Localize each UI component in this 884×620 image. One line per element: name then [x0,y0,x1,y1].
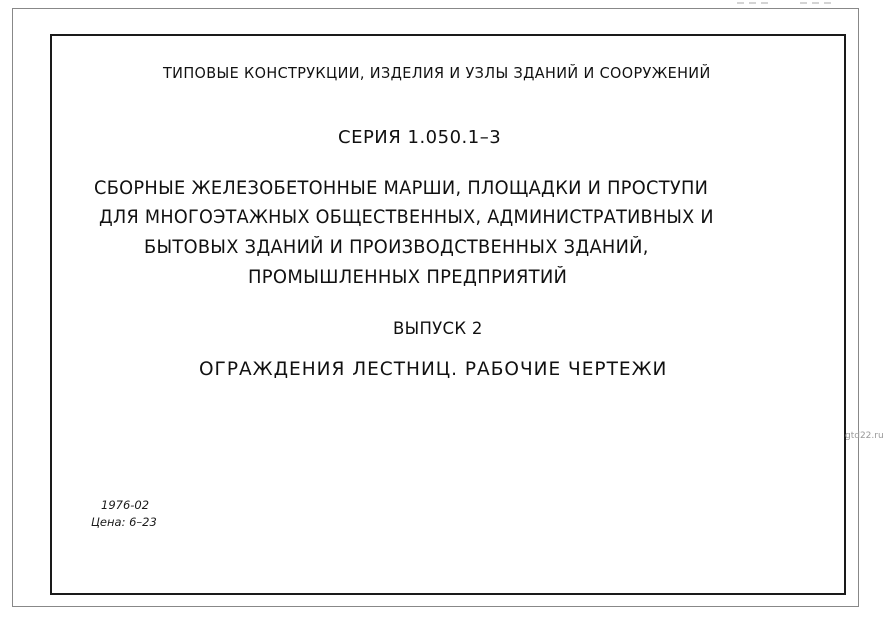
site-watermark: gtd22.ru [845,431,884,441]
series-number: СЕРИЯ 1.050.1–3 [338,127,502,148]
header-text: ТИПОВЫЕ КОНСТРУКЦИИ, ИЗДЕЛИЯ И УЗЛЫ ЗДАНИЙ И СООРУЖЕНИЙ [163,64,711,82]
subtitle-text: ОГРАЖДЕНИЯ ЛЕСТНИЦ. РАБОЧИЕ ЧЕРТЕЖИ [199,359,668,380]
title-line-3: БЫТОВЫХ ЗДАНИЙ И ПРОИЗВОДСТВЕННЫХ ЗДАНИЙ, [144,237,649,258]
handwritten-price: Цена: 6–23 [91,515,157,529]
scan-edge-marks [735,0,775,6]
scan-edge-marks [798,0,838,6]
handwritten-year: 1976-02 [101,498,150,512]
title-block-border [50,34,846,595]
title-line-4: ПРОМЫШЛЕННЫХ ПРЕДПРИЯТИЙ [248,267,568,288]
title-line-1: СБОРНЫЕ ЖЕЛЕЗОБЕТОННЫЕ МАРШИ, ПЛОЩАДКИ И ПРОСТУПИ [94,178,709,199]
title-line-2: ДЛЯ МНОГОЭТАЖНЫХ ОБЩЕСТВЕННЫХ, АДМИНИСТРАТИВНЫХ И [99,207,714,228]
issue-number: ВЫПУСК 2 [393,319,483,338]
